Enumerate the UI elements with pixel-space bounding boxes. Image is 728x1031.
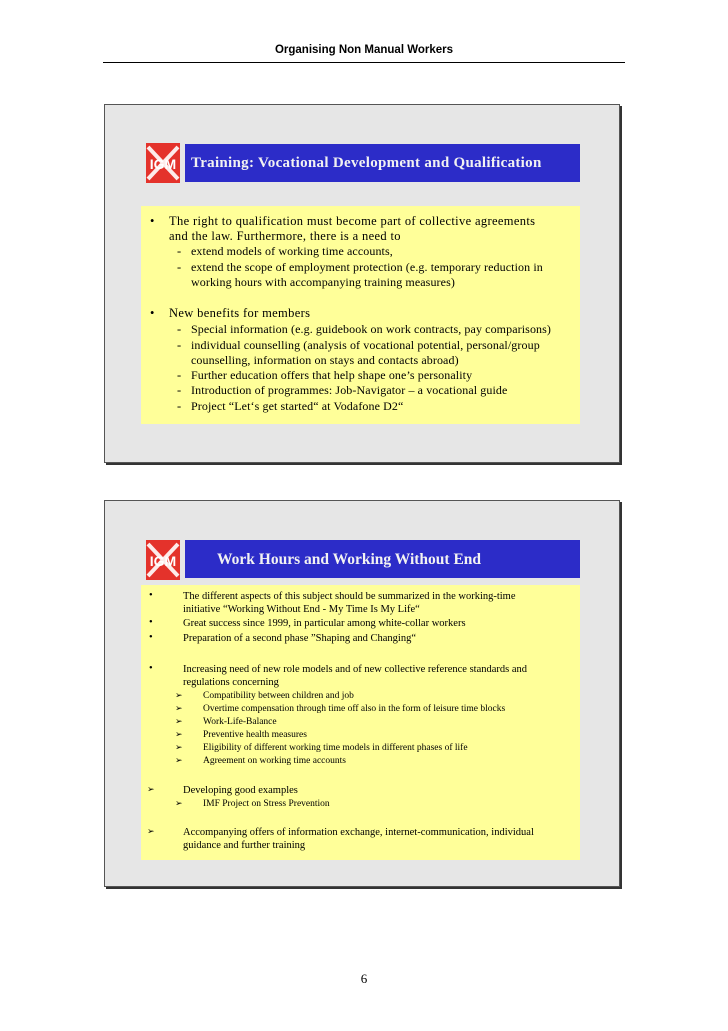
bullet-icon: •	[150, 214, 155, 228]
bullet-icon: •	[149, 632, 153, 643]
igm-logo-icon	[146, 143, 180, 183]
sub-item-cont: counselling, information on stays and contacts abroad)	[191, 353, 459, 367]
arrow-bullet-icon: ➢	[175, 743, 183, 753]
bullet-text: Increasing need of new role models and of new collective reference standards and	[183, 664, 528, 675]
dash-icon: -	[177, 322, 182, 336]
sub-item: Introduction of programmes: Job-Navigator – a vocational guide	[191, 383, 508, 397]
sub-item: Preventive health measures	[203, 730, 307, 740]
dash-icon: -	[177, 383, 182, 397]
arrow-bullet-icon: ➢	[175, 691, 183, 701]
arrow-bullet-icon: ➢	[147, 785, 155, 795]
arrow-bullet-icon: ➢	[147, 827, 155, 837]
slide-content	[141, 585, 580, 860]
sub-item: extend models of working time accounts,	[191, 244, 393, 258]
header-rule	[103, 62, 625, 63]
igm-logo-icon	[146, 540, 180, 580]
sub-item: Compatibility between children and job	[203, 691, 354, 701]
bullet-text: Preparation of a second phase ”Shaping and Changing“	[183, 633, 416, 644]
bullet-icon: •	[150, 306, 155, 320]
bullet-text: The different aspects of this subject should be summarized in the working-time	[183, 591, 516, 602]
slide-title: Training: Vocational Development and Qualification	[185, 144, 580, 182]
svg-text:IGM: IGM	[149, 553, 177, 569]
sub-item-cont: working hours with accompanying training measures)	[191, 275, 455, 289]
dash-icon: -	[177, 260, 182, 274]
arrow-item: Developing good examples	[183, 785, 298, 796]
arrow-bullet-icon: ➢	[175, 756, 183, 766]
arrow-bullet-icon: ➢	[175, 704, 183, 714]
bullet-text: The right to qualification must become part of collective agreements	[169, 214, 536, 228]
bullet-icon: •	[149, 663, 153, 674]
sub-item: Overtime compensation through time off also in the form of leisure time blocks	[203, 704, 506, 714]
dash-icon: -	[177, 399, 182, 413]
slide-title: Work Hours and Working Without End	[185, 540, 580, 578]
dash-icon: -	[177, 338, 182, 352]
arrow-item: Accompanying offers of information exchange, internet-communication, individual	[183, 827, 534, 838]
bullet-text-cont: regulations concerning	[183, 677, 279, 688]
sub-item: IMF Project on Stress Prevention	[203, 799, 330, 809]
running-header: Organising Non Manual Workers	[274, 44, 454, 56]
sub-item: Agreement on working time accounts	[203, 756, 346, 766]
sub-item: Special information (e.g. guidebook on work contracts, pay comparisons)	[191, 322, 552, 336]
arrow-bullet-icon: ➢	[175, 799, 183, 809]
arrow-bullet-icon: ➢	[175, 730, 183, 740]
bullet-text-cont: initiative “Working Without End - My Time Is My Life“	[183, 604, 420, 615]
slide-content	[141, 206, 580, 424]
arrow-item-cont: guidance and further training	[183, 840, 306, 851]
dash-icon: -	[177, 244, 182, 258]
sub-item: Project “Let‘s get started“ at Vodafone D2“	[191, 399, 404, 413]
sub-item: individual counselling (analysis of vocational potential, personal/group	[191, 338, 540, 352]
arrow-bullet-icon: ➢	[175, 717, 183, 727]
page-number: 6	[360, 971, 368, 986]
sub-item: extend the scope of employment protection (e.g. temporary reduction in	[191, 260, 543, 274]
svg-text:IGM: IGM	[149, 156, 177, 172]
bullet-text: Great success since 1999, in particular among white-collar workers	[183, 618, 466, 629]
sub-item: Work-Life-Balance	[203, 717, 277, 727]
bullet-icon: •	[149, 617, 153, 628]
bullet-icon: •	[149, 590, 153, 601]
bullet-text-cont: and the law. Furthermore, there is a need to	[169, 229, 401, 243]
dash-icon: -	[177, 368, 182, 382]
sub-item: Further education offers that help shape one’s personality	[191, 368, 473, 382]
bullet-text: New benefits for members	[169, 306, 311, 320]
sub-item: Eligibility of different working time models in different phases of life	[203, 743, 468, 753]
